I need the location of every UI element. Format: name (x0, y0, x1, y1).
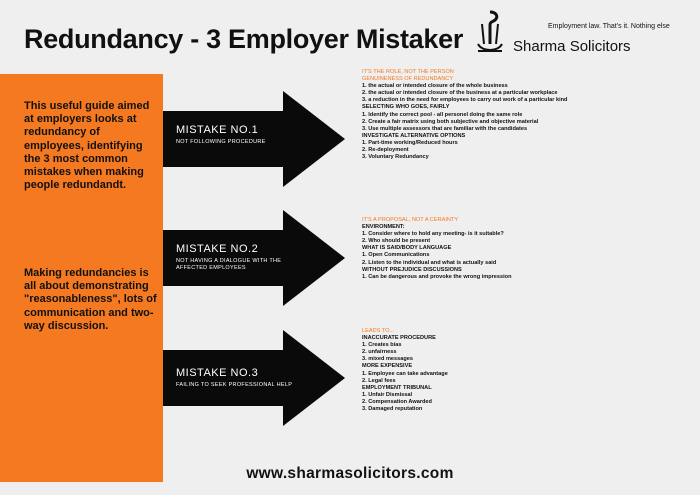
mistake-3-subtitle: FAILING TO SEEK PROFESSIONAL HELP (176, 382, 293, 388)
list-item: 2. Compensation Awarded (362, 398, 432, 405)
subsection-heading: INVESTIGATE ALTERNATIVE OPTIONS (362, 132, 466, 139)
list-item: 1. Part-time working/Reduced hours (362, 139, 458, 146)
list-item: 2. Re-deployment (362, 147, 409, 154)
list-item: 1. the actual or intended closure of the whole business (362, 83, 508, 90)
list-item: 2. Legal fees (362, 377, 396, 384)
list-item: 1. Consider where to hold any meeting- is it suitable? (362, 231, 504, 238)
sharma-logo-icon (470, 10, 510, 56)
website-footer: www.sharmasolicitors.com (246, 465, 454, 482)
section-dialogue (362, 217, 692, 281)
section-heading: LEADS TO... (362, 328, 395, 334)
section-consequences (362, 328, 692, 413)
list-item: 2. the actual or intended closure of the business at a particular workplace (362, 90, 558, 97)
section-procedure (362, 69, 692, 161)
subsection-heading: WHAT IS SAID/BODY LANGUAGE (362, 245, 452, 252)
subsection-heading: SELECTING WHO GOES, FAIRLY (362, 104, 450, 111)
subsection-heading: WITHOUT PREJUDICE DISCUSSIONS (362, 266, 462, 273)
list-item: 3. a reduction in the need for employees to carry out work of a particular kind (362, 97, 568, 104)
mistake-2-subtitle: NOT HAVING A DIALOGUE WITH THE AFFECTED EMPLOYEES (176, 258, 282, 271)
list-item: 1. Open Communications (362, 252, 430, 259)
list-item: 1. Employee can take advantage (362, 370, 448, 377)
list-item: 2. unfairness (362, 349, 397, 356)
mistake-1-title: MISTAKE NO.1 (176, 124, 259, 136)
list-item: 3. mixed messages (362, 356, 413, 363)
subsection-heading: INACCURATE PROCEDURE (362, 335, 436, 342)
list-item: 1. Unfair Dismissal (362, 391, 413, 398)
intro-text: This useful guide aimed at employers looks at redundancy of employees, identifying the 3 most common mistakes when making people redundandt. (24, 100, 150, 192)
subsection-heading: ENVIRONMENT: (362, 224, 405, 231)
mistake-3-title: MISTAKE NO.3 (176, 367, 259, 379)
section-heading: IT'S A PROPOSAL, NOT A CERAINTY (362, 217, 459, 223)
list-item: 1. Identify the correct pool - all personel doing the same role (362, 111, 523, 118)
list-item: 3. Damaged reputation (362, 406, 423, 413)
list-item: 1. Can be dangerous and provoke the wrong impression (362, 273, 512, 280)
section-heading: GENUINENESS OF REDUNDANCY (362, 76, 454, 83)
list-item: 2. Listen to the individual and what is actually said (362, 259, 497, 266)
section-heading: IT'S THE ROLE, NOT THE PERSON (362, 69, 454, 75)
list-item: 3. Use multiple assessors that are familiar with the candidates (362, 125, 528, 132)
list-item: 3. Voluntary Redundancy (362, 154, 429, 161)
page-title: Redundancy - 3 Employer Mistaker (24, 24, 464, 54)
mistake-2-title: MISTAKE NO.2 (176, 243, 259, 255)
company-name: Sharma Solicitors (513, 38, 631, 55)
list-item: 2. Who should be present (362, 238, 431, 245)
subsection-heading: EMPLOYMENT TRIBUNAL (362, 384, 432, 391)
reasonableness-note: Making redundancies is all about demonstrating "reasonableness", lots of communication and two-way discussion. (24, 267, 157, 332)
company-tagline: Employment law. That's it. Nothing else (548, 23, 670, 30)
list-item: 1. Creates bias (362, 342, 402, 349)
mistake-1-subtitle: NOT FOLLOWING PROCEDURE (176, 139, 266, 145)
list-item: 2. Create a fair matrix using both subjective and objective material (362, 118, 539, 125)
subsection-heading: MORE EXPENSIVE (362, 363, 413, 370)
